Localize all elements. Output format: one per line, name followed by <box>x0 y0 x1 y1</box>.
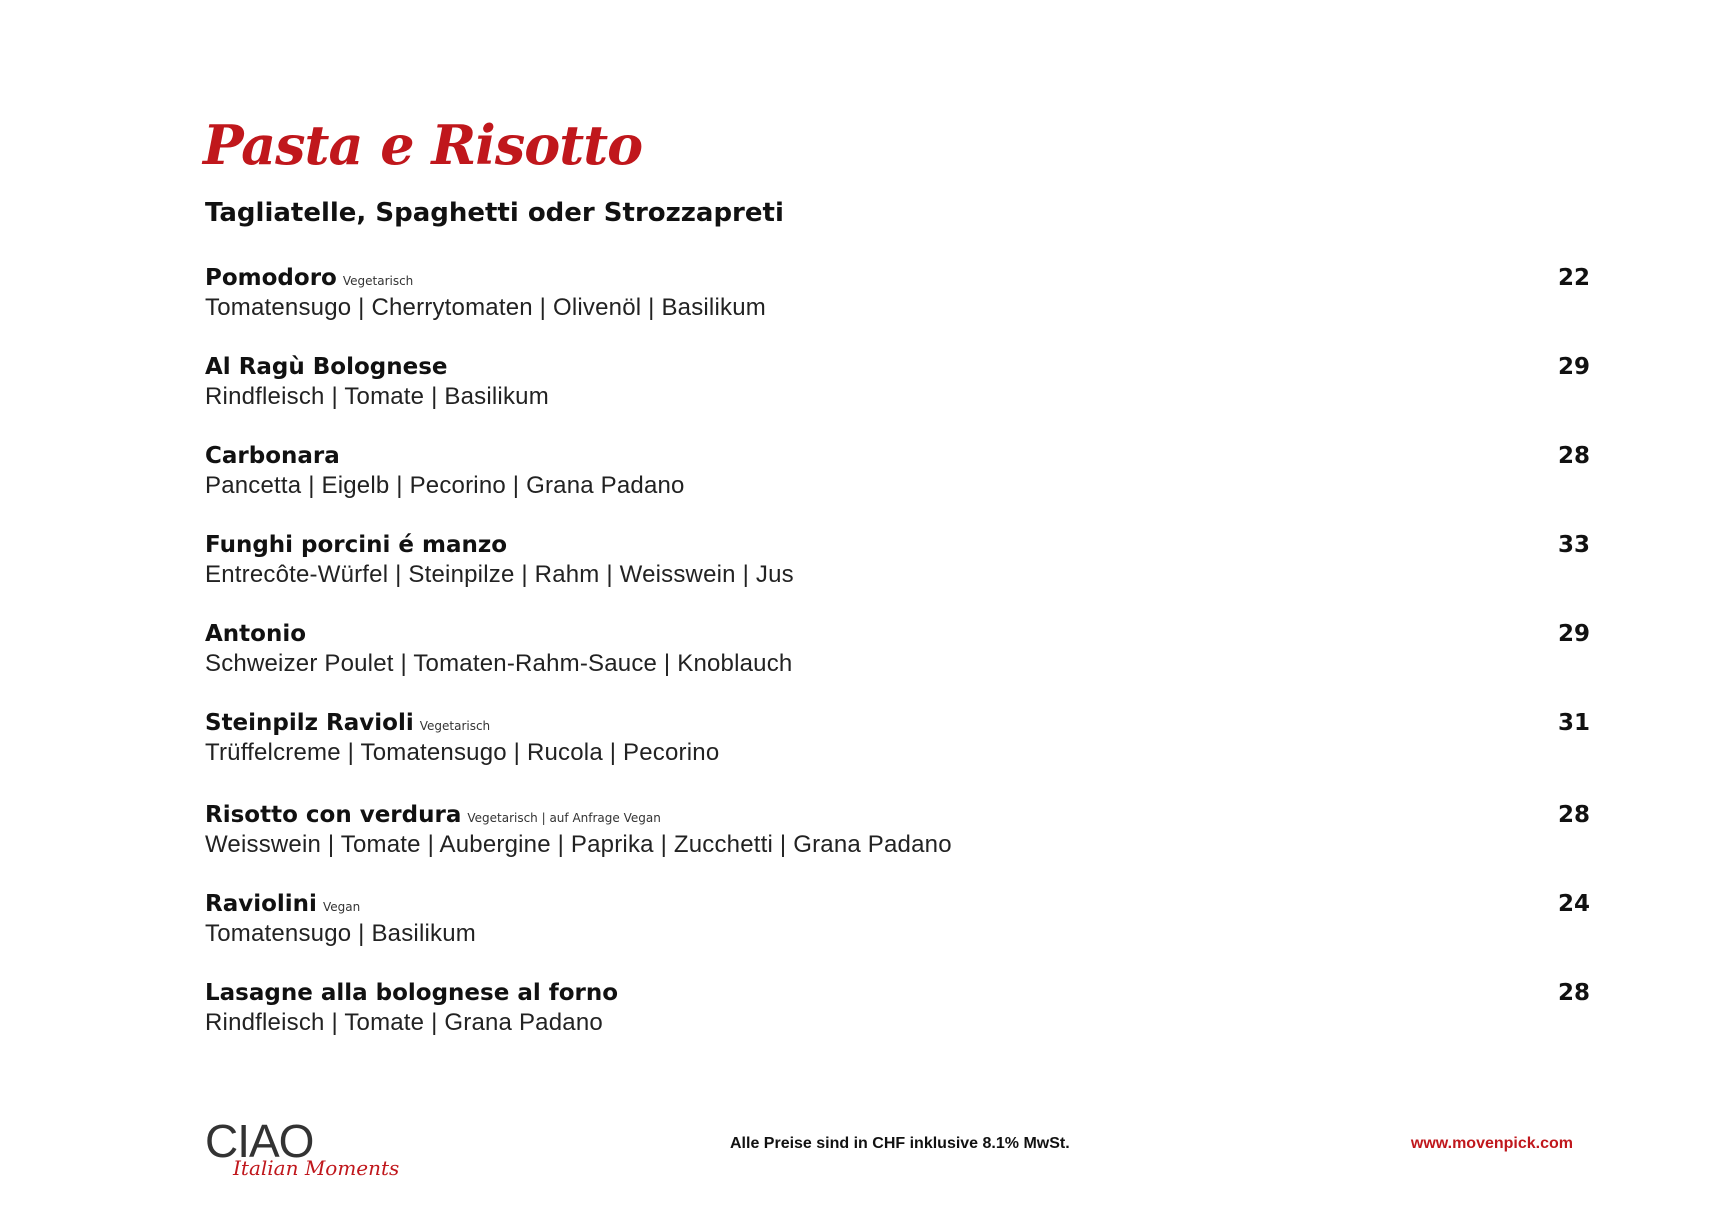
menu-item-name: Al Ragù Bolognese <box>205 354 448 380</box>
menu-item-price: 29 <box>1557 621 1590 647</box>
menu-item-price: 28 <box>1557 443 1590 469</box>
section-subtitle: Tagliatelle, Spaghetti oder Strozzapreti <box>205 198 784 228</box>
logo-main-text: CIAO <box>205 1115 314 1167</box>
menu-item-description: Pancetta | Eigelb | Pecorino | Grana Padano <box>205 472 685 499</box>
menu-item-name: Steinpilz Ravioli <box>205 710 414 736</box>
menu-item-tag: Vegetarisch <box>419 719 491 733</box>
menu-item-price: 28 <box>1557 802 1590 828</box>
menu-item-price: 24 <box>1557 891 1590 917</box>
menu-item-description: Schweizer Poulet | Tomaten-Rahm-Sauce | Knoblauch <box>205 650 793 677</box>
menu-item-tag: Vegetarisch | auf Anfrage Vegan <box>467 811 661 825</box>
menu-item-name: Funghi porcini é manzo <box>205 532 508 558</box>
menu-item-risotto-verdura <box>205 799 1590 869</box>
menu-item-price: 22 <box>1557 265 1590 291</box>
menu-item-name: Raviolini <box>205 891 317 917</box>
menu-item-raviolini <box>205 888 1590 958</box>
menu-item-description: Entrecôte-Würfel | Steinpilze | Rahm | Weisswein | Jus <box>205 561 794 588</box>
menu-item-tag: Vegetarisch <box>342 274 414 288</box>
menu-item-description: Tomatensugo | Basilikum <box>205 920 476 947</box>
section-title: Pasta e Risotto <box>203 113 643 177</box>
ciao-logo <box>205 1115 400 1184</box>
menu-item-price: 33 <box>1557 532 1590 558</box>
menu-item-description: Rindfleisch | Tomate | Basilikum <box>205 383 549 410</box>
menu-item-price: 28 <box>1557 980 1590 1006</box>
menu-item-steinpilz-ravioli <box>205 707 1590 777</box>
menu-item-name: Lasagne alla bolognese al forno <box>205 980 619 1006</box>
menu-item-description: Rindfleisch | Tomate | Grana Padano <box>205 1009 603 1036</box>
menu-item-name: Carbonara <box>205 443 340 469</box>
menu-item-ragu-bolognese <box>205 351 1590 421</box>
menu-item-description: Weisswein | Tomate | Aubergine | Paprika | Zucchetti | Grana Padano <box>205 831 952 858</box>
menu-item-price: 29 <box>1557 354 1590 380</box>
menu-item-funghi-porcini <box>205 529 1590 599</box>
menu-item-description: Tomatensugo | Cherrytomaten | Olivenöl | Basilikum <box>205 294 766 321</box>
menu-item-antonio <box>205 618 1590 688</box>
menu-item-name: Risotto con verdura <box>205 802 462 828</box>
menu-item-tag: Vegan <box>322 900 361 914</box>
menu-item-description: Trüffelcreme | Tomatensugo | Rucola | Pecorino <box>205 739 720 766</box>
menu-item-name: Antonio <box>205 621 307 647</box>
logo-script-text: Italian Moments <box>233 1156 400 1180</box>
menu-item-lasagne <box>205 977 1590 1047</box>
menu-item-pomodoro <box>205 262 1590 332</box>
menu-item-carbonara <box>205 440 1590 510</box>
price-note: Alle Preise sind in CHF inklusive 8.1% MwSt. <box>730 1135 1070 1152</box>
website-link[interactable]: www.movenpick.com <box>1410 1135 1573 1152</box>
menu-item-price: 31 <box>1557 710 1590 736</box>
menu-item-name: Pomodoro <box>205 265 337 291</box>
